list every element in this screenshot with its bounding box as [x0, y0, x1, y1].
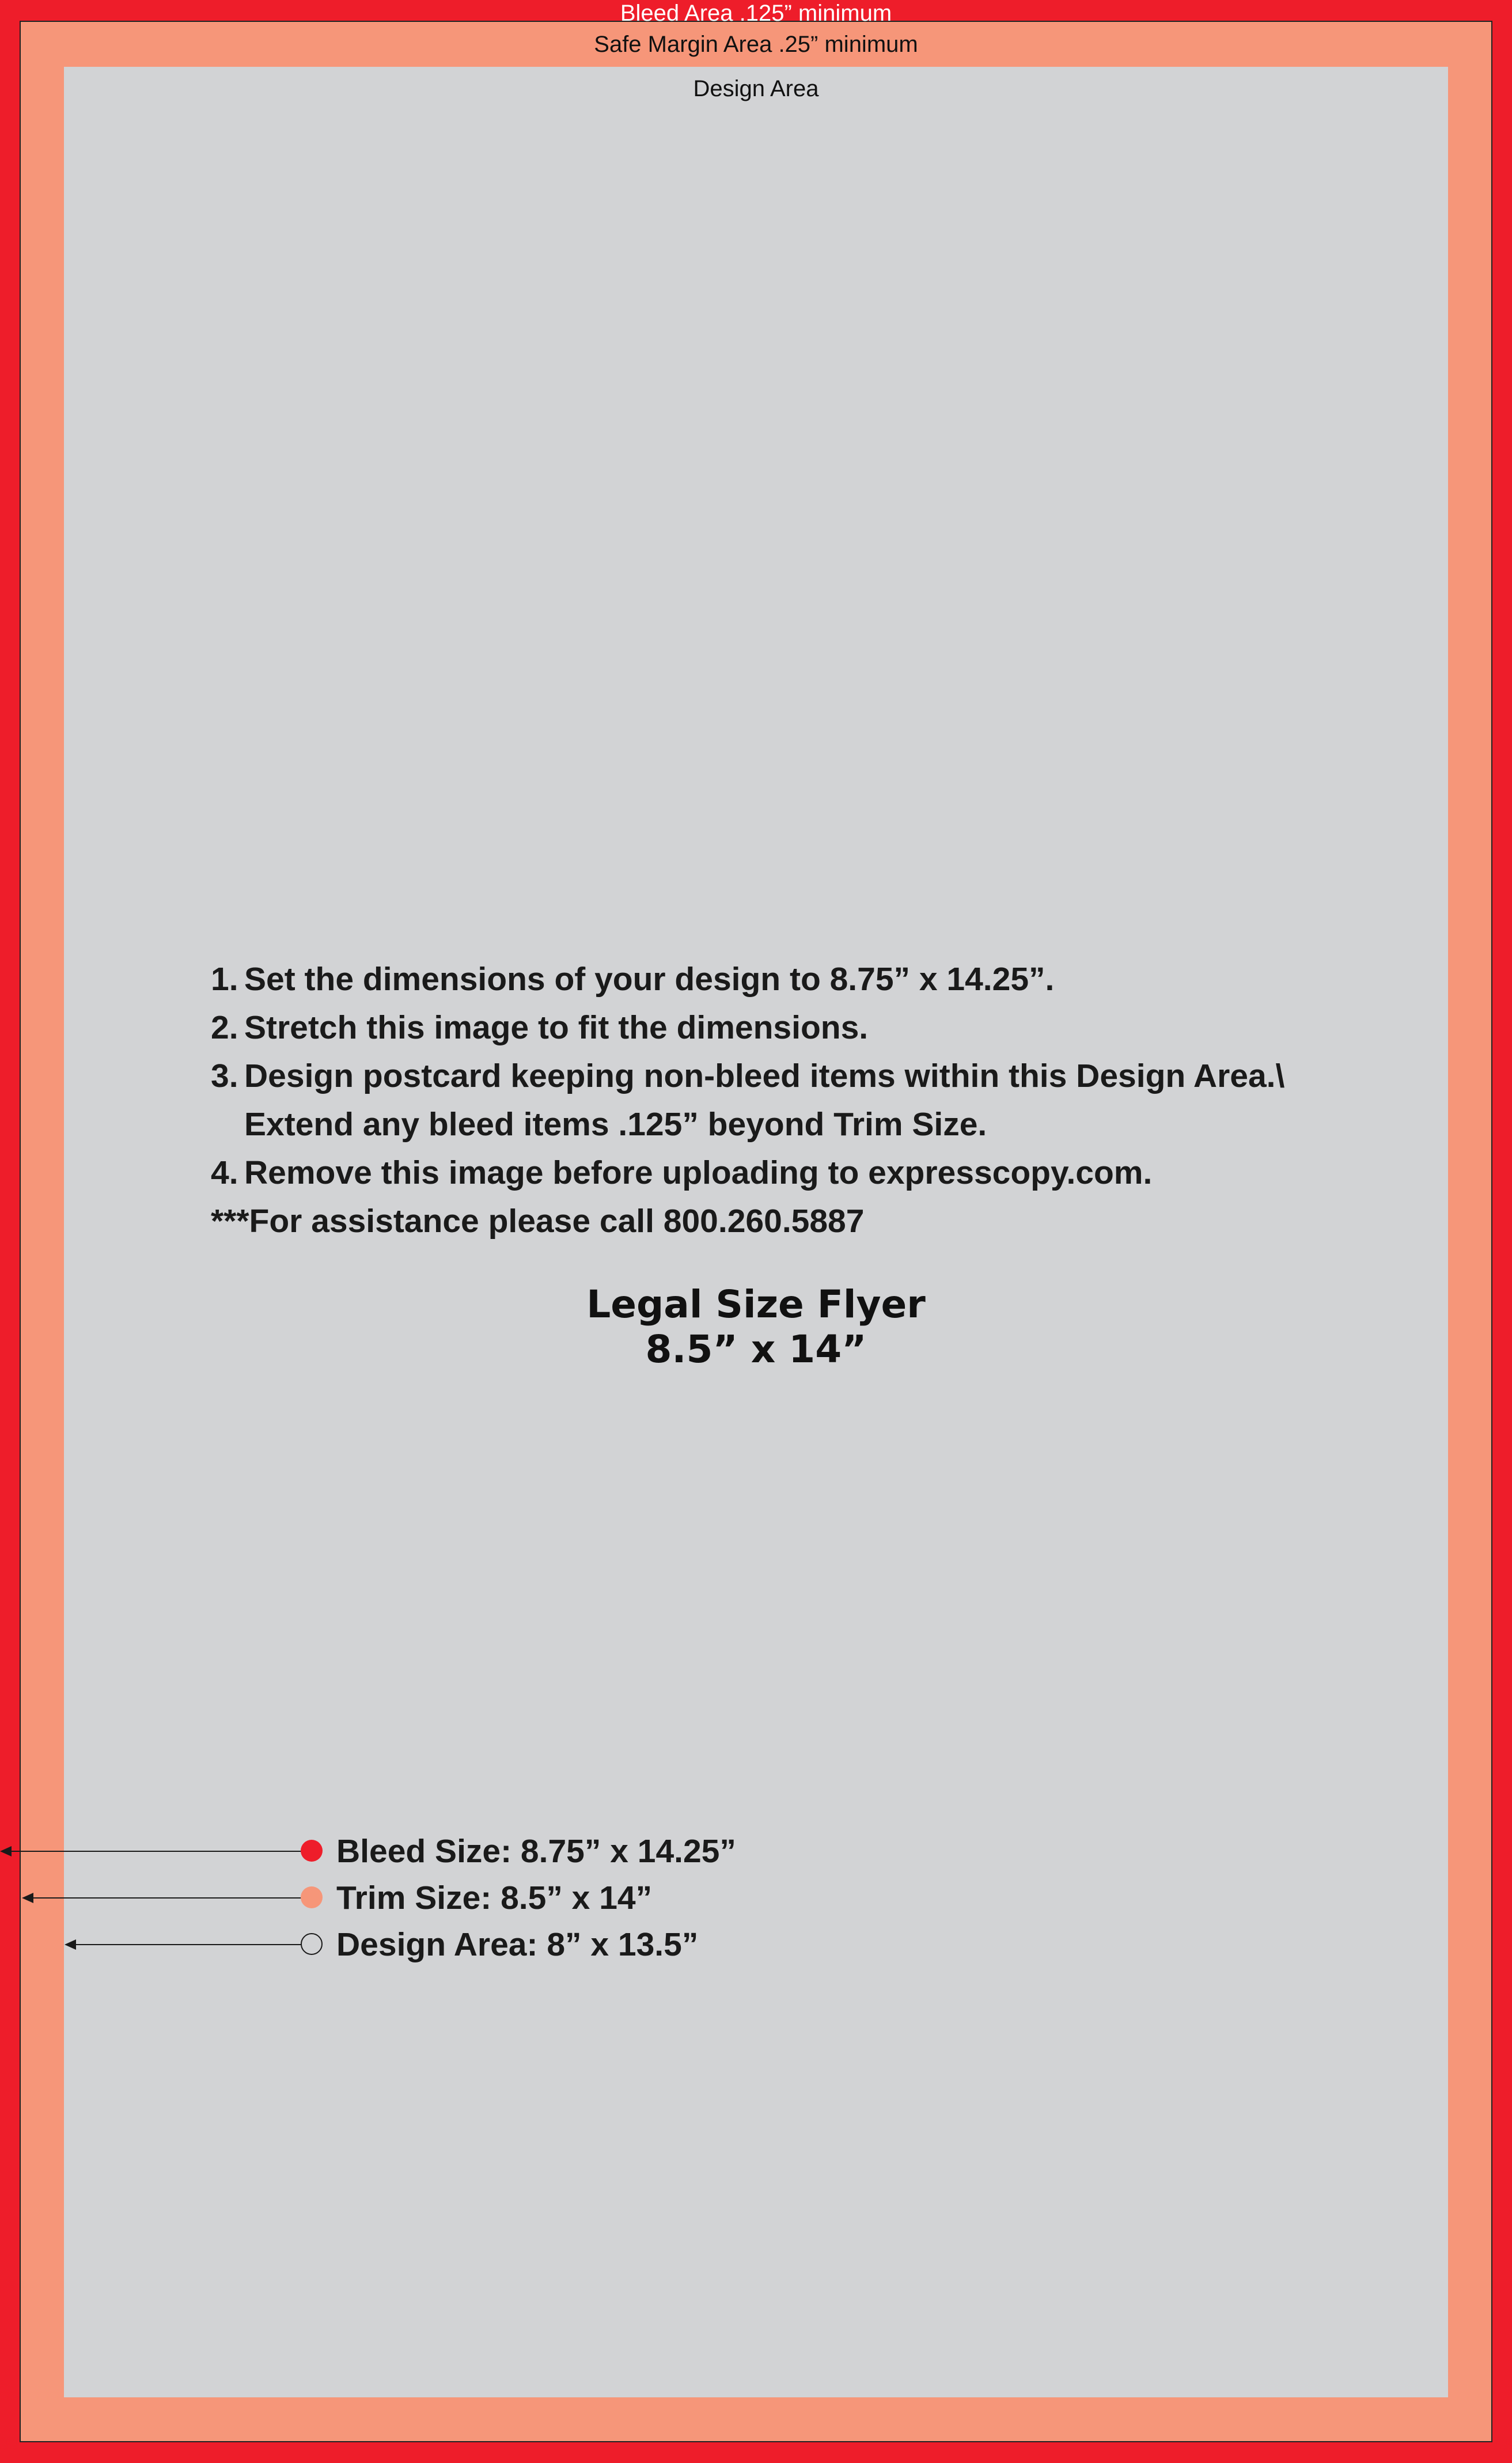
step-number: 1.	[211, 961, 238, 998]
step-text: Set the dimensions of your design to 8.75” x 14.25”.	[244, 961, 1055, 998]
instruction-step-4	[211, 1149, 1363, 1197]
instruction-step-1	[211, 955, 1363, 1003]
assistance-note: ***For assistance please call 800.260.5887	[211, 1203, 865, 1240]
legend-label: Trim Size: 8.5” x 14”	[336, 1880, 653, 1916]
leader-line	[74, 1944, 302, 1945]
design-area-label: Design Area	[693, 76, 819, 101]
bleed-color-dot	[301, 1840, 323, 1862]
step-text: Remove this image before uploading to expresscopy.com.	[244, 1154, 1153, 1191]
leader-line	[31, 1897, 302, 1899]
bleed-area-label: Bleed Area .125” minimum	[620, 1, 892, 26]
trim-color-dot	[301, 1886, 323, 1908]
flyer-title-name: Legal Size Flyer	[586, 1282, 926, 1327]
legend-bleed-size	[0, 1828, 864, 1874]
step-number: 3.	[211, 1058, 238, 1094]
legend-label: Bleed Size: 8.75” x 14.25”	[336, 1833, 736, 1870]
flyer-title-size: 8.5” x 14”	[645, 1327, 867, 1371]
instructions-list	[211, 955, 1363, 1245]
legend-trim-size	[0, 1875, 864, 1921]
instruction-step-2	[211, 1003, 1363, 1052]
step-text: Stretch this image to fit the dimensions.	[244, 1009, 869, 1046]
flyer-title	[0, 1282, 1512, 1372]
step-number: 2.	[211, 1009, 238, 1046]
legend-label: Design Area: 8” x 13.5”	[336, 1926, 699, 1963]
step-text-continued: Extend any bleed items .125” beyond Trim Size.	[244, 1106, 987, 1143]
step-number: 4.	[211, 1154, 238, 1191]
legend-design-area	[0, 1922, 864, 1968]
instruction-step-3	[211, 1052, 1363, 1149]
design-color-dot	[301, 1933, 323, 1955]
safe-margin-area-label: Safe Margin Area .25” minimum	[594, 32, 918, 57]
leader-line	[9, 1851, 302, 1852]
step-text: Design postcard keeping non-bleed items within this Design Area.\	[244, 1058, 1285, 1094]
